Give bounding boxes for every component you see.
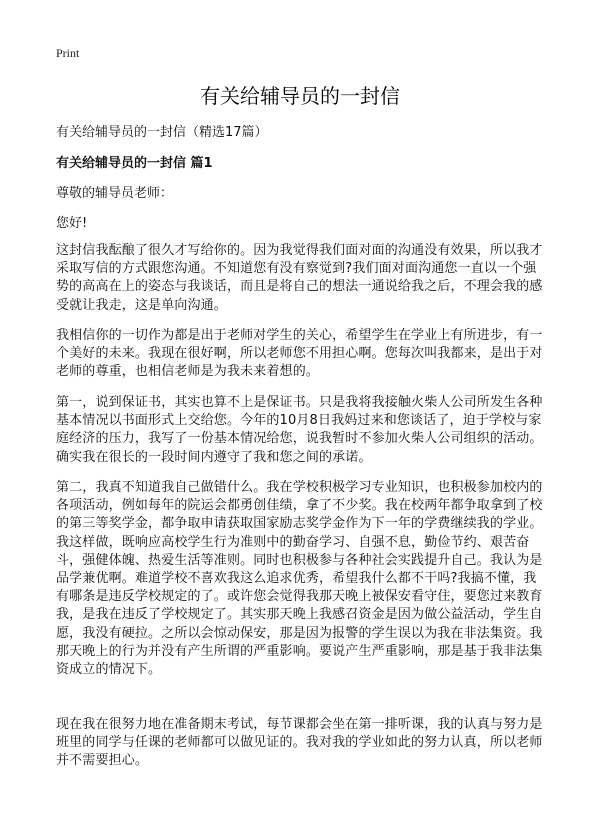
document-subtitle: 有关给辅导员的一封信（精选17篇） <box>56 125 268 140</box>
body-paragraph: 第二，我真不知道我自己做错什么。我在学校积极学习专业知识，也积极参加校内的各项活动，例如每年的院运会都勇创佳绩，拿了不少奖。我在校两年都争取拿到了校的第三等奖学金，都争取申请获取国家励志奖学金作为下一年的学费继续我的学业。我这样做，既响应高校学生行为准则中的勤奋学习、自强不息，勤俭节约、艰苦奋斗，强健体魄、热爱生活等准则。同时也积极参与各种社会实践提升自己。我认为是品学兼优啊。难道学校不喜欢我这么追求优秀，希望我什么都不干吗?我搞不懂，我有哪条是违反学校规定的了。或许您会觉得我那天晚上被保安看守住，要您过来教育我，是我在违反了学校规定了。其实那天晚上我感召资金是因为做公益活动，学生自愿，我没有硬拉。之所以会惊动保安，那是因为报警的学生误以为我在非法集资。我那天晚上的行为并没有产生所谓的严重影响。要说产生严重影响，那是基于我非法集资成立的情况下。 <box>56 480 543 678</box>
body-paragraph: 我相信你的一切作为都是出于老师对学生的关心，希望学生在学业上有所进步，有一个美好的未来。我现在很好啊，所以老师您不用担心啊。您每次叫我都来，是出于对老师的尊重，也相信老师是为我未来着想的。 <box>56 328 543 380</box>
body-paragraph: 第一，说到保证书，其实也算不上是保证书。只是我将我接触火柴人公司所发生各种基本情况以书面形式上交给您。今年的10月8日我妈过来和您谈话了，迫于学校与家庭经济的压力，我写了一份基本情况给您，说我暂时不参加火柴人公司组织的活动。确实我在很长的一段时间内遵守了我和您之间的承诺。 <box>56 395 543 465</box>
salutation: 尊敬的辅导员老师： <box>56 186 174 201</box>
document-title: 有关给辅导员的一封信 <box>200 84 400 108</box>
body-paragraph: 这封信我酝酿了很久才写给你的。因为我觉得我们面对面的沟通没有效果，所以我才采取写信的方式跟您沟通。不知道您有没有察觉到?我们面对面沟通您一直以一个强势的高高在上的姿态与我谈话，而且是将自己的想法一通说给我之后，不理会我的感受就让我走，这是单向沟通。 <box>56 243 543 313</box>
greeting: 您好! <box>56 216 88 231</box>
print-label: Print <box>56 46 80 60</box>
section-heading: 有关给辅导员的一封信 篇1 <box>56 156 213 171</box>
body-paragraph: 现在我在很努力地在准备期末考试，每节课都会坐在第一排听课，我的认真与努力是班里的同学与任课的老师都可以做见证的。我对我的学业如此的努力认真，所以老师并不需要担心。 <box>56 717 543 769</box>
